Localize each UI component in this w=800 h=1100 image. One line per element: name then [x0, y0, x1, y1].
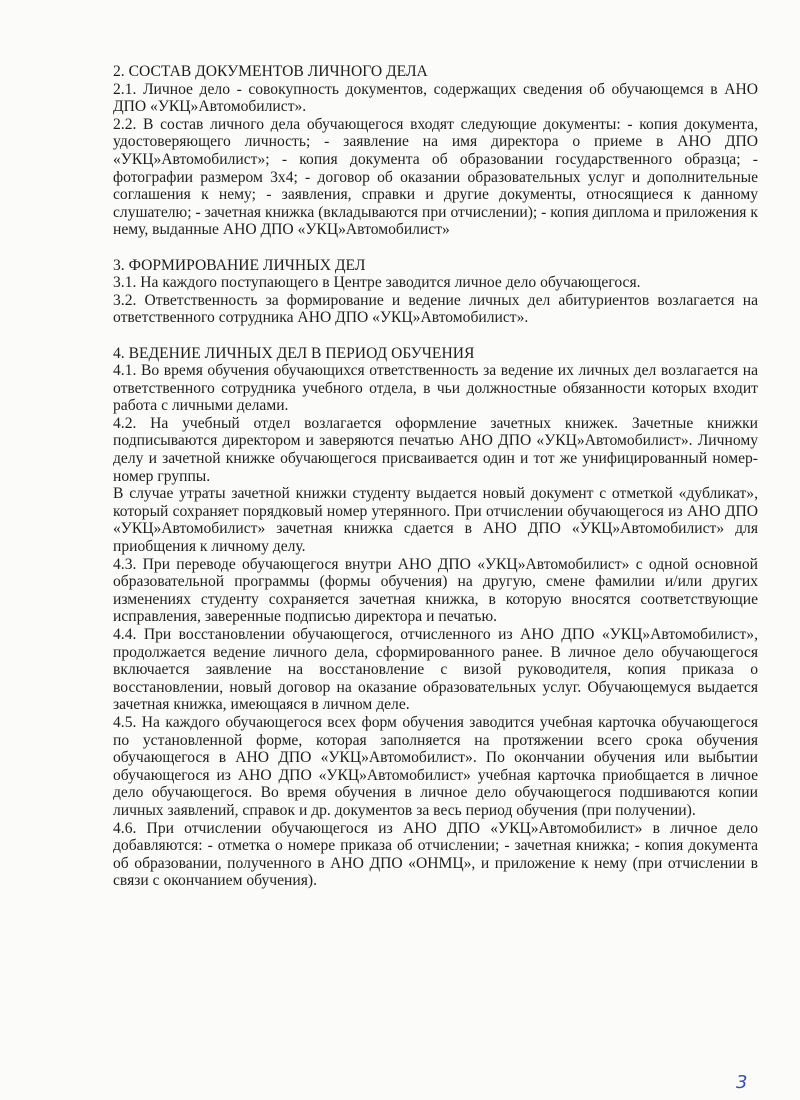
paragraph: 2.2. В состав личного дела обучающегося входят следующие документы: - копия документа, удостоверяющего личность; - заявление на имя директора о приеме в АНО ДПО «УКЦ»Автомобилист»; - копия документа об образовании государственного образца; - фотографии размером 3х4; - договор об оказании образовательных услуг и дополнительные соглашения к нему; - заявления, справки и другие документы, относящиеся к данному слушателю; - зачетная книжка (вкладываются при отчислении); - копия диплома и приложения к нему, выданные АНО ДПО «УКЦ»Автомобилист» [113, 115, 758, 239]
page-number: 3 [736, 1072, 748, 1093]
paragraph: 4.3. При переводе обучающегося внутри АНО ДПО «УКЦ»Автомобилист» с одной основной образовательной программы (формы обучения) на другую, смене фамилии и/или других изменениях студенту сохраняется зачетная книжка, в которую вносятся соответствующие исправления, заверенные подписью директора и печатью. [113, 555, 758, 626]
paragraph: 3.2. Ответственность за формирование и ведение личных дел абитуриентов возлагается на ответственного сотрудника АНО ДПО «УКЦ»Автомобилист». [113, 291, 758, 327]
paragraph: В случае утраты зачетной книжки студенту выдается новый документ с отметкой «дубликат», который сохраняет порядковый номер утерянного. При отчислении обучающегося из АНО ДПО «УКЦ»Автомобилист» зачетная книжка сдается в АНО ДПО «УКЦ»Автомобилист» для приобщения к личному делу. [113, 485, 758, 556]
paragraph: 4.5. На каждого обучающегося всех форм обучения заводится учебная карточка обучающегося по установленной форме, которая заполняется на протяжении всего срока обучения обучающегося в АНО ДПО «УКЦ»Автомобилист». По окончании обучения или выбытии обучающегося из АНО ДПО «УКЦ»Автомобилист» учебная карточка приобщается в личное дело обучающегося. Во время обучения в личное дело обучающегося подшиваются копии личных заявлений, справок и др. документов за весь период обучения (при получении). [113, 713, 758, 819]
section-heading: 2. СОСТАВ ДОКУМЕНТОВ ЛИЧНОГО ДЕЛА [113, 63, 428, 80]
section-2 [113, 63, 758, 239]
paragraph: 3.1. На каждого поступающего в Центре заводится личное дело обучающегося. [113, 274, 641, 292]
paragraph: 4.6. При отчислении обучающегося из АНО ДПО «УКЦ»Автомобилист» в личное дело добавляются: - отметка о номере приказа об отчислении; - зачетная книжка; - копия документа об образовании, полученного в АНО ДПО «ОНМЦ», и приложение к нему (при отчислении в связи с окончанием обучения). [113, 819, 758, 890]
section-3 [113, 257, 758, 327]
section-heading: 4. ВЕДЕНИЕ ЛИЧНЫХ ДЕЛ В ПЕРИОД ОБУЧЕНИЯ [113, 344, 475, 362]
paragraph: 4.2. На учебный отдел возлагается оформление зачетных книжек. Зачетные книжки подписываются директором и заверяются печатью АНО ДПО «УКЦ»Автомобилист». Личному делу и зачетной книжке обучающегося присваивается один и тот же унифицированный номер- номер группы. [113, 414, 758, 485]
section-heading: 3. ФОРМИРОВАНИЕ ЛИЧНЫХ ДЕЛ [113, 256, 366, 274]
paragraph: 2.1. Личное дело - совокупность документов, содержащих сведения об обучающемся в АНО ДПО «УКЦ»Автомобилист». [113, 80, 758, 116]
paragraph: 4.1. Во время обучения обучающихся ответственность за ведение их личных дел возлагается на ответственного сотрудника учебного отдела, в чьи должностные обязанности которых входит работа с личными делами. [113, 362, 758, 415]
document-body [113, 63, 758, 908]
section-4 [113, 345, 758, 890]
paragraph: 4.4. При восстановлении обучающегося, отчисленного из АНО ДПО «УКЦ»Автомобилист», продолжается ведение личного дела, сформированного ранее. В личное дело обучающегося включается заявление на восстановление с визой руководителя, копия приказа о восстановлении, новый договор на оказание образовательных услуг. Обучающемуся выдается зачетная книжка, имеющаяся в личном деле. [113, 626, 758, 714]
